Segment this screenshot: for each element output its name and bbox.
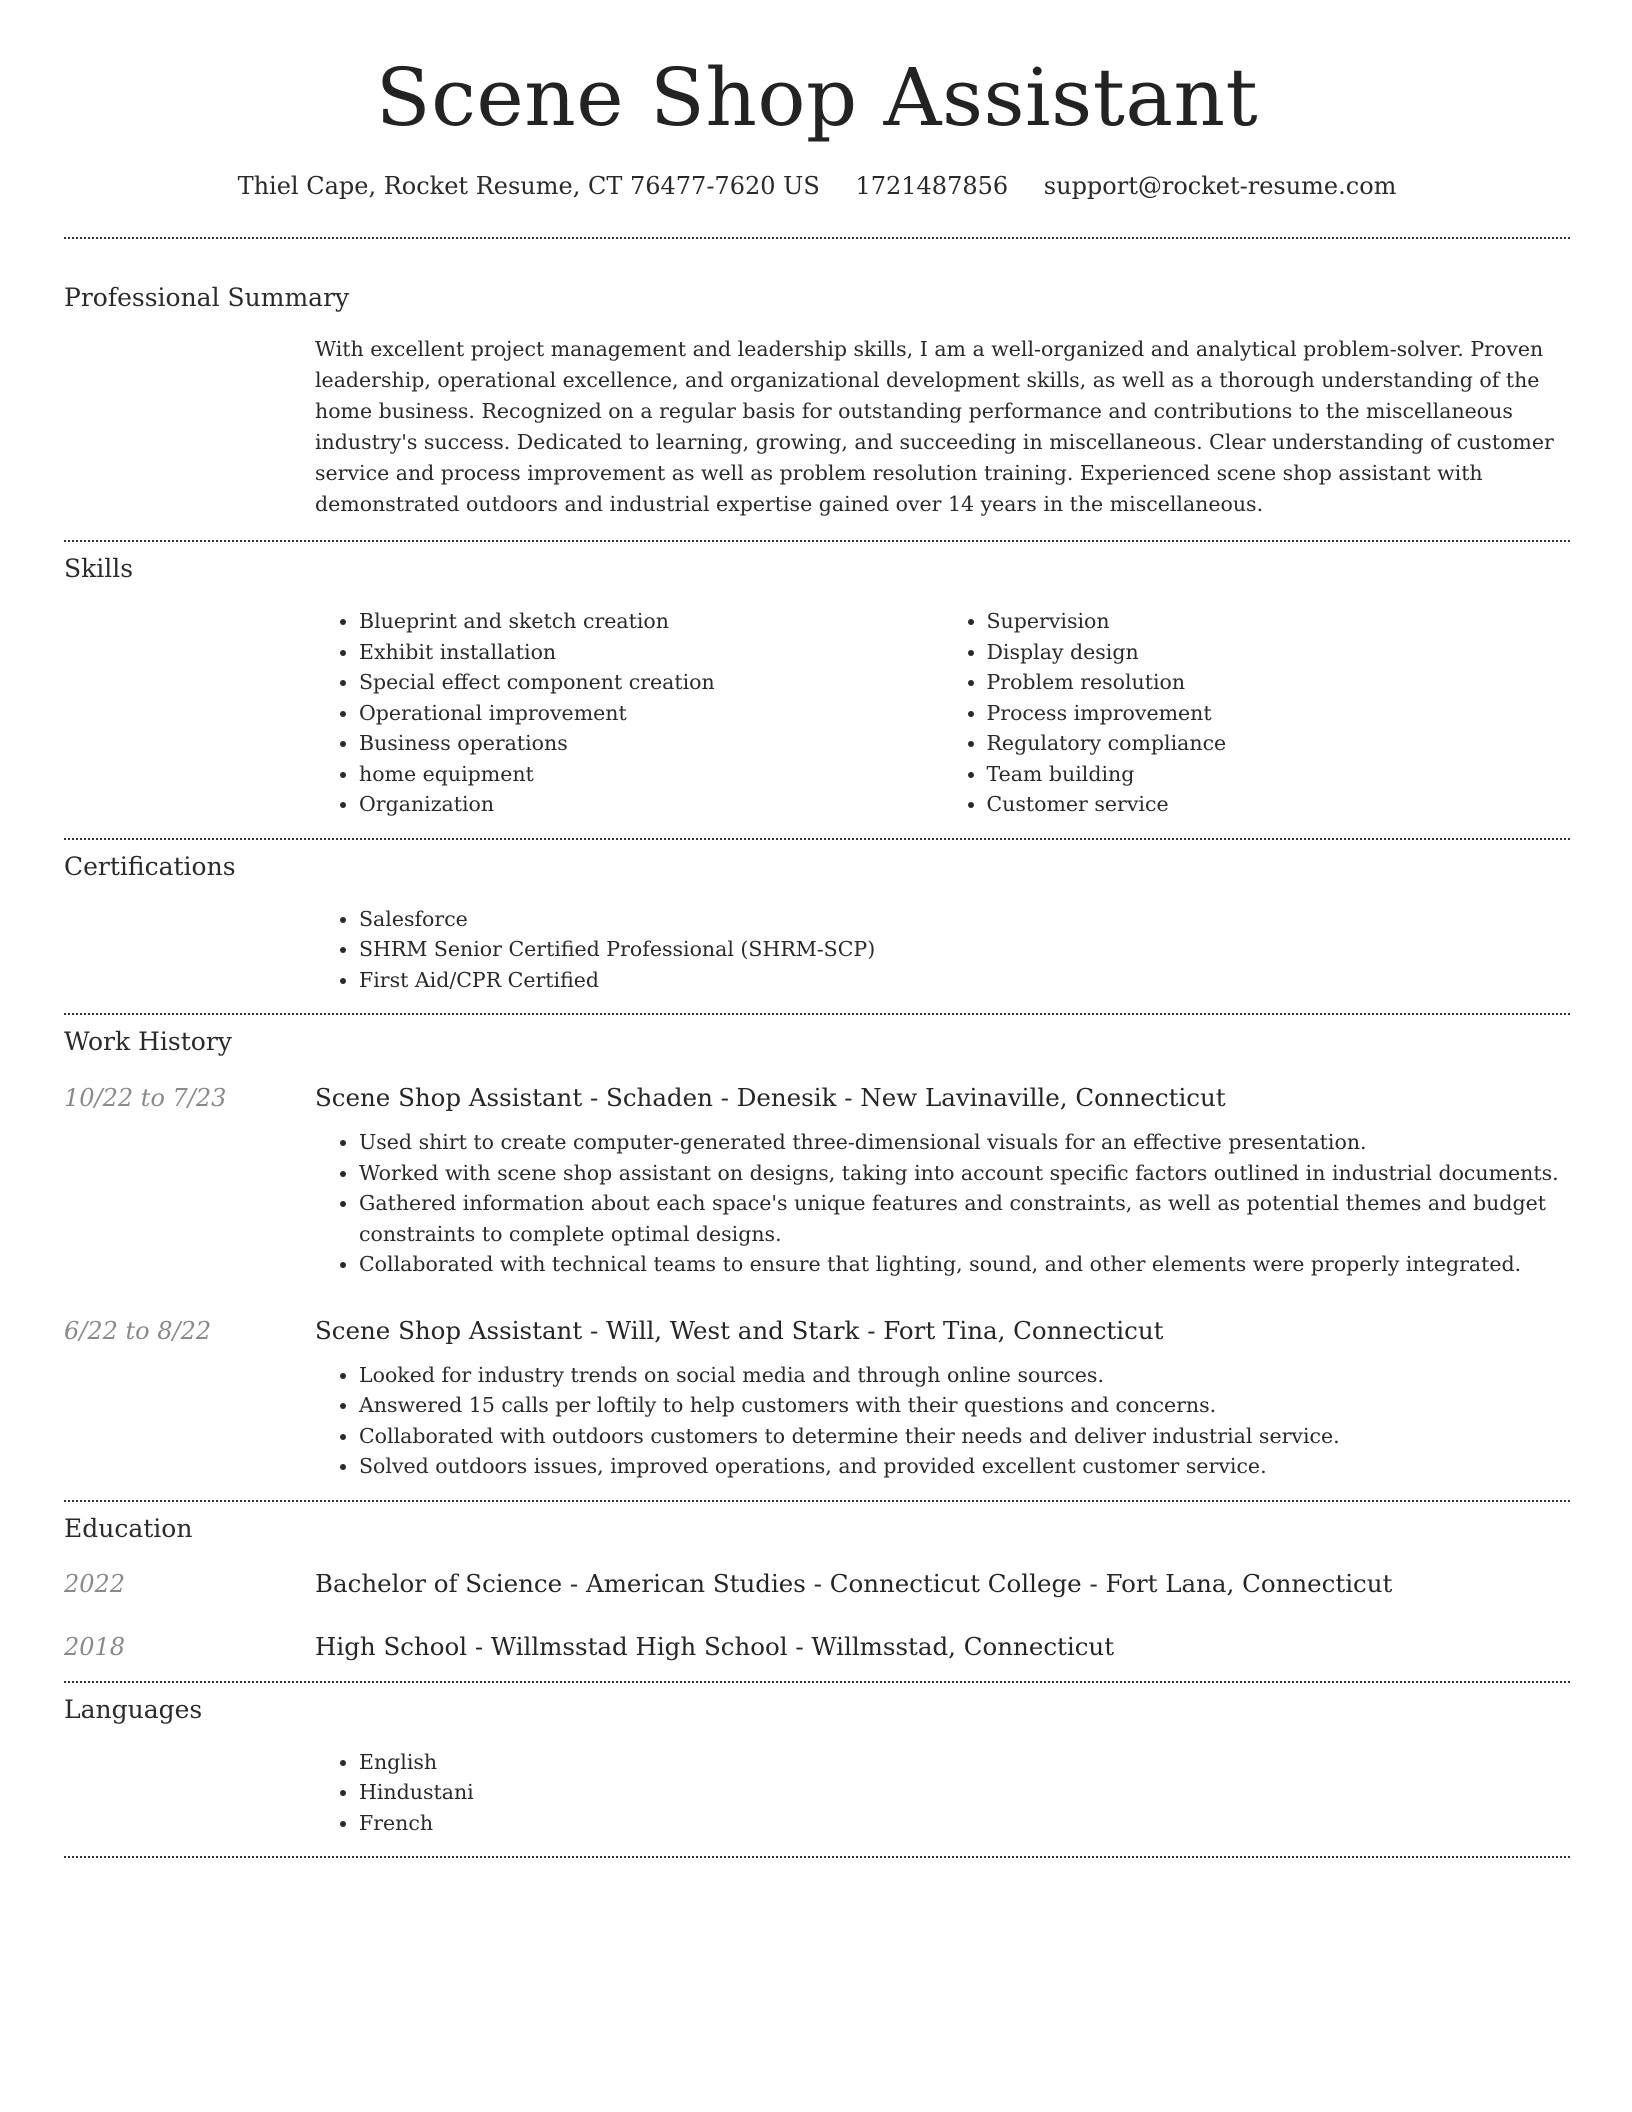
skill-item: • Business operations [359, 728, 943, 759]
skill-item: • Organization [359, 789, 943, 820]
section-title-work: Work History [64, 1027, 232, 1056]
certifications-body [315, 904, 1570, 996]
skill-item: • Customer service [987, 789, 1571, 820]
languages-section [64, 1695, 1570, 1839]
languages-body [315, 1747, 1570, 1839]
education-entry [64, 1569, 1570, 1598]
skill-item: • Problem resolution [987, 667, 1571, 698]
divider [64, 1013, 1570, 1015]
summary-text: With excellent project management and leadership skills, I am a well-organized and analytical problem-solver. Proven leadership, operational excellence, and organizational development skills, as well as a thorough understanding of the home business. Recognized on a regular basis for outstanding performance and contributions to the miscellaneous industry's success. Dedicated to learning, growing, and succeeding in miscellaneous. Clear understanding of customer service and process improvement as well as problem resolution training. Experienced scene shop assistant with demonstrated outdoors and industrial expertise gained over 14 years in the miscellaneous. [315, 337, 1554, 516]
certification-item: • First Aid/CPR Certified [359, 965, 1570, 996]
summary-section [64, 283, 1570, 520]
divider [64, 237, 1570, 239]
skill-item: • Regulatory compliance [987, 728, 1571, 759]
skills-section [64, 554, 1570, 820]
job-entry [64, 1083, 1570, 1112]
skills-columns [315, 606, 1570, 820]
job-bullet: • Gathered information about each space's unique features and constraints, as well as potential themes and budget constraints to complete optimal designs. [359, 1188, 1570, 1249]
job-details [315, 1127, 1570, 1280]
divider [64, 838, 1570, 840]
work-history-section [64, 1027, 1570, 1482]
skill-item: • Supervision [987, 606, 1571, 637]
job-bullet: • Used shirt to create computer-generated three-dimensional visuals for an effective presentation. [359, 1127, 1570, 1158]
job-details [315, 1360, 1570, 1482]
job-title: Scene Shop Assistant - Schaden - Denesik - New Lavinaville, Connecticut [315, 1083, 1226, 1112]
contact-line [64, 172, 1570, 200]
divider [64, 1681, 1570, 1683]
phone: 1721487856 [855, 172, 1009, 200]
skill-item: • home equipment [359, 759, 943, 790]
resume-page [64, 0, 1570, 1858]
divider [64, 1500, 1570, 1502]
divider [64, 1856, 1570, 1858]
section-title-languages: Languages [64, 1694, 203, 1724]
languages-list [315, 1747, 1570, 1839]
language-item: • French [359, 1808, 1570, 1839]
certifications-list [315, 904, 1570, 996]
section-title-certifications: Certifications [64, 851, 236, 881]
candidate-name: Scene Shop Assistant [375, 51, 1259, 144]
education-detail: High School - Willmsstad High School - Willmsstad, Connecticut [315, 1631, 1115, 1661]
skill-item: • Display design [987, 637, 1571, 668]
job-bullet: • Looked for industry trends on social media and through online sources. [359, 1360, 1570, 1391]
job-entry [64, 1316, 1570, 1345]
education-entry [64, 1632, 1570, 1661]
job-bullet: • Worked with scene shop assistant on designs, taking into account specific factors outlined in industrial documents. [359, 1158, 1570, 1189]
job-title: Scene Shop Assistant - Will, West and Stark - Fort Tina, Connecticut [315, 1315, 1164, 1345]
address: Thiel Cape, Rocket Resume, CT 76477-7620 US [237, 172, 820, 200]
education-detail: Bachelor of Science - American Studies - Connecticut College - Fort Lana, Connecticut [315, 1568, 1393, 1598]
skill-item: • Exhibit installation [359, 637, 943, 668]
education-section [64, 1514, 1570, 1661]
skill-item: • Team building [987, 759, 1571, 790]
education-year: 2022 [64, 1569, 126, 1598]
skill-item: • Blueprint and sketch creation [359, 606, 943, 637]
language-item: • English [359, 1747, 1570, 1778]
skill-item: • Special effect component creation [359, 667, 943, 698]
job-bullets [315, 1360, 1570, 1482]
section-title-summary: Professional Summary [64, 283, 350, 312]
job-dates: 6/22 to 8/22 [64, 1316, 212, 1345]
skill-item: • Process improvement [987, 698, 1571, 729]
job-bullet: • Solved outdoors issues, improved operations, and provided excellent customer service. [359, 1451, 1570, 1482]
job-bullets [315, 1127, 1570, 1280]
skill-item: • Operational improvement [359, 698, 943, 729]
skills-list-left [315, 606, 943, 820]
section-title-skills: Skills [64, 554, 134, 583]
section-title-education: Education [64, 1513, 193, 1543]
job-bullet: • Answered 15 calls per loftily to help customers with their questions and concerns. [359, 1390, 1570, 1421]
job-dates: 10/22 to 7/23 [64, 1084, 227, 1112]
education-year: 2018 [64, 1632, 126, 1661]
certifications-section [64, 852, 1570, 996]
job-bullet: • Collaborated with technical teams to ensure that lighting, sound, and other elements were properly integrated. [359, 1249, 1570, 1280]
divider [64, 540, 1570, 542]
certification-item: • SHRM Senior Certified Professional (SHRM-SCP) [359, 934, 1570, 965]
email: support@rocket-resume.com [1043, 172, 1397, 200]
skills-list-right [943, 606, 1571, 820]
job-bullet: • Collaborated with outdoors customers to determine their needs and deliver industrial service. [359, 1421, 1570, 1452]
certification-item: • Salesforce [359, 904, 1570, 935]
language-item: • Hindustani [359, 1777, 1570, 1808]
